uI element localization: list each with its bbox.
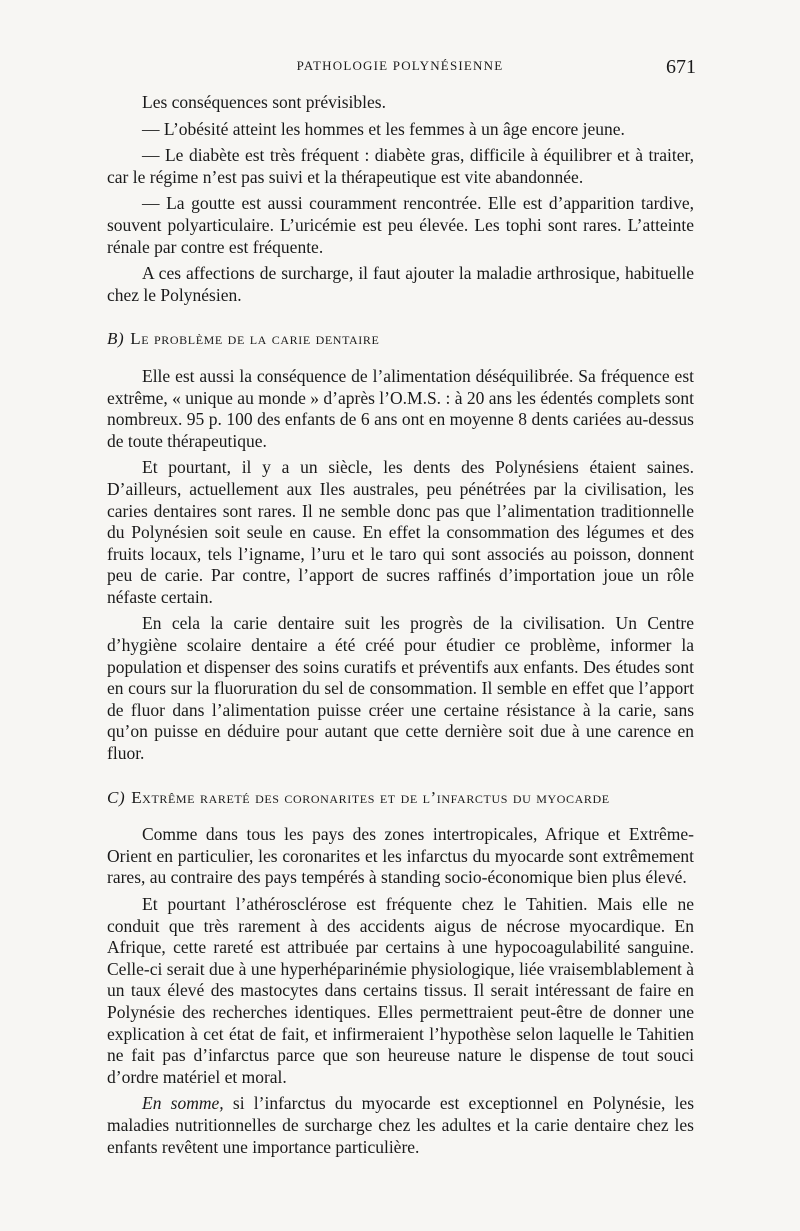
paragraph-c3 (107, 1093, 694, 1158)
paragraph-b3: En cela la carie dentaire suit les progrès de la civilisation. Un Centre d’hygiène scolaire dentaire a été créé pour étudier ce problème, informer la population et dispenser des soins curatifs et préventifs aux enfants. Des études sont en cours sur la fluoruration du sel de consommation. Il semble en effet que l’apport de fluor dans l’alimentation puisse créer une certaine résistance à la carie, sans qu’on puisse en déduire pour autant que cette dernière soit due à une carence en fluor. (107, 613, 694, 764)
section-heading-c (107, 787, 694, 809)
paragraph-c2: Et pourtant l’athérosclérose est fréquente chez le Tahitien. Mais elle ne conduit que très rarement à des accidents aigus de nécrose myocardique. En Afrique, cette rareté est attribuée par certains à une hypocoagulabilité sanguine. Celle-ci serait due à une hyperhéparinémie physiologique, liée vraisemblablement à un taux élevé des mastocytes dans certains tissus. Il serait intéressant de faire en Polynésie des recherches identiques. Elles permettraient peut-être de donner une explication à cet état de fait, et infirmeraient l’hypothèse selon laquelle le Tahitien ne fait pas d’infarctus parce que son heureuse nature le dispense de tout souci d’ordre matériel et moral. (107, 894, 695, 1087)
paragraph-diabetes: — Le diabète est très fréquent : diabète gras, difficile à équilibrer et à traiter, car le régime n’est pas suivi et la thérapeutique est vite abandonnée. (107, 145, 694, 187)
paragraph-obesity: — L’obésité atteint les hommes et les femmes à un âge encore jeune. (142, 118, 625, 139)
conclusion-lead: En somme, (142, 1093, 224, 1114)
page-number: 671 (666, 56, 696, 78)
body-text (107, 92, 694, 1163)
running-header (0, 56, 800, 80)
running-title: PATHOLOGIE POLYNÉSIENNE (296, 58, 504, 73)
section-title-b: Le problème de la carie dentaire (130, 329, 380, 349)
paragraph-c1: Comme dans tous les pays des zones intertropicales, Afrique et Extrême-Orient en particulier, les coronarites et les infarctus du myocarde sont extrêmement rares, au contraire des pays tempérés à standing socio-économique bien plus élevé. (107, 824, 694, 888)
section-letter-b: B) (107, 329, 125, 349)
conclusion-text: si l’infarctus du myocarde est exceptionnel en Polynésie, les maladies nutritionnelles de surcharge chez les adultes et la carie dentaire chez les enfants revêtent une importance particulière. (107, 1093, 695, 1157)
section-letter-c: C) (107, 787, 126, 807)
paragraph-consequences: Les conséquences sont prévisibles. (142, 92, 386, 112)
paragraph-gout: — La goutte est aussi couramment rencontrée. Elle est d’apparition tardive, souvent polyarticulaire. L’uricémie est peu élevée. Les tophi sont rares. L’atteinte rénale par contre est fréquente. (107, 193, 694, 257)
section-heading-b (107, 328, 694, 350)
paragraph-arthrosis: A ces affections de surcharge, il faut ajouter la maladie arthrosique, habituelle chez le Polynésien. (107, 263, 694, 305)
paragraph-b1: Elle est aussi la conséquence de l’alimentation déséquilibrée. Sa fréquence est extrême, « unique au monde » d’après l’O.M.S. : à 20 ans les édentés complets sont nombreux. 95 p. 100 des enfants de 6 ans ont en moyenne 8 dents cariées au-dessus de toute thérapeutique. (107, 365, 694, 451)
section-title-c: Extrême rareté des coronarites et de l’infarctus du myocarde (131, 787, 610, 807)
paragraph-b2: Et pourtant, il y a un siècle, les dents des Polynésiens étaient saines. D’ailleurs, actuellement aux Iles australes, peu pénétrées par la civilisation, les caries dentaires sont rares. Il ne semble donc pas que l’alimentation traditionnelle du Polynésien soit seule en cause. En effet la consommation des légumes et des fruits locaux, tels l’igname, l’uru et le taro qui sont associés au poisson, donnent peu de carie. Par contre, l’apport de sucres raffinés d’importation joue un rôle néfaste certain. (107, 457, 694, 607)
